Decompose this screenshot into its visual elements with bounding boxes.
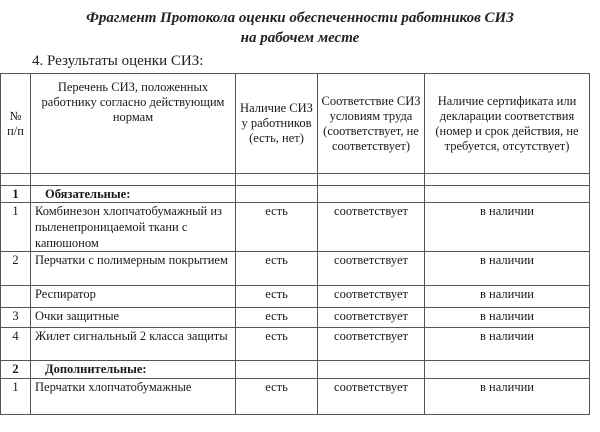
cell-availability: есть bbox=[236, 286, 318, 308]
cell-item: Перчатки хлопчатобумажные bbox=[31, 379, 236, 415]
cell-conformity: соответствует bbox=[318, 379, 425, 415]
cell-item: Обязательные: bbox=[31, 186, 236, 203]
cell-availability: есть bbox=[236, 328, 318, 361]
header-num: № п/п bbox=[1, 74, 31, 174]
cell-conformity: соответствует bbox=[318, 286, 425, 308]
cell-num: 2 bbox=[1, 361, 31, 379]
section-heading: 4. Результаты оценки СИЗ: bbox=[32, 53, 204, 69]
header-item: Перечень СИЗ, положенных работнику согласно действующим нормам bbox=[31, 74, 236, 174]
cell-certificate: в наличии bbox=[425, 379, 590, 415]
cell-availability: есть bbox=[236, 203, 318, 252]
cell-num: 2 bbox=[1, 252, 31, 286]
cell-conformity: соответствует bbox=[318, 308, 425, 328]
table-row bbox=[1, 379, 590, 415]
header-conformity: Соответствие СИЗ условиям труда (соответствует, не соответствует) bbox=[318, 74, 425, 174]
table-row bbox=[1, 286, 590, 308]
cell-item: Комбинезон хлопчатобумажный из пыленепроницаемой ткани с капюшоном bbox=[31, 203, 236, 252]
cell-num bbox=[1, 286, 31, 308]
document-title-line-1: Фрагмент Протокола оценки обеспеченности работников СИЗ bbox=[86, 10, 514, 26]
cell-item: Очки защитные bbox=[31, 308, 236, 328]
cell-num: 1 bbox=[1, 203, 31, 252]
table-header-row bbox=[1, 74, 590, 174]
cell-certificate: в наличии bbox=[425, 286, 590, 308]
table-row bbox=[1, 308, 590, 328]
cell-certificate: в наличии bbox=[425, 203, 590, 252]
table-subheader-row bbox=[1, 174, 590, 186]
table-row bbox=[1, 252, 590, 286]
cell-certificate bbox=[425, 186, 590, 203]
cell-conformity: соответствует bbox=[318, 252, 425, 286]
cell-certificate: в наличии bbox=[425, 252, 590, 286]
document-title bbox=[0, 8, 600, 48]
cell-certificate bbox=[425, 361, 590, 379]
table-row bbox=[1, 186, 590, 203]
cell-item: Дополнительные: bbox=[31, 361, 236, 379]
cell-num: 4 bbox=[1, 328, 31, 361]
cell-conformity: соответствует bbox=[318, 328, 425, 361]
cell-certificate: в наличии bbox=[425, 328, 590, 361]
document-title-line-2: на рабочем месте bbox=[240, 30, 360, 46]
cell-num: 3 bbox=[1, 308, 31, 328]
table-row bbox=[1, 361, 590, 379]
cell-num: 1 bbox=[1, 379, 31, 415]
cell-availability: есть bbox=[236, 308, 318, 328]
cell-item: Перчатки с полимерным покрытием bbox=[31, 252, 236, 286]
cell-conformity: соответствует bbox=[318, 203, 425, 252]
cell-certificate: в наличии bbox=[425, 308, 590, 328]
cell-availability bbox=[236, 186, 318, 203]
cell-item: Жилет сигнальный 2 класса защиты bbox=[31, 328, 236, 361]
cell-availability: есть bbox=[236, 379, 318, 415]
cell-conformity bbox=[318, 361, 425, 379]
cell-availability: есть bbox=[236, 252, 318, 286]
table-row bbox=[1, 203, 590, 252]
header-certificate: Наличие сертификата или декларации соответствия (номер и срок действия, не требуется, отсутствует) bbox=[425, 74, 590, 174]
cell-conformity bbox=[318, 186, 425, 203]
table-row bbox=[1, 328, 590, 361]
cell-item: Респиратор bbox=[31, 286, 236, 308]
header-availability: Наличие СИЗ у работников (есть, нет) bbox=[236, 74, 318, 174]
cell-availability bbox=[236, 361, 318, 379]
cell-num: 1 bbox=[1, 186, 31, 203]
siz-results-table bbox=[0, 73, 590, 415]
